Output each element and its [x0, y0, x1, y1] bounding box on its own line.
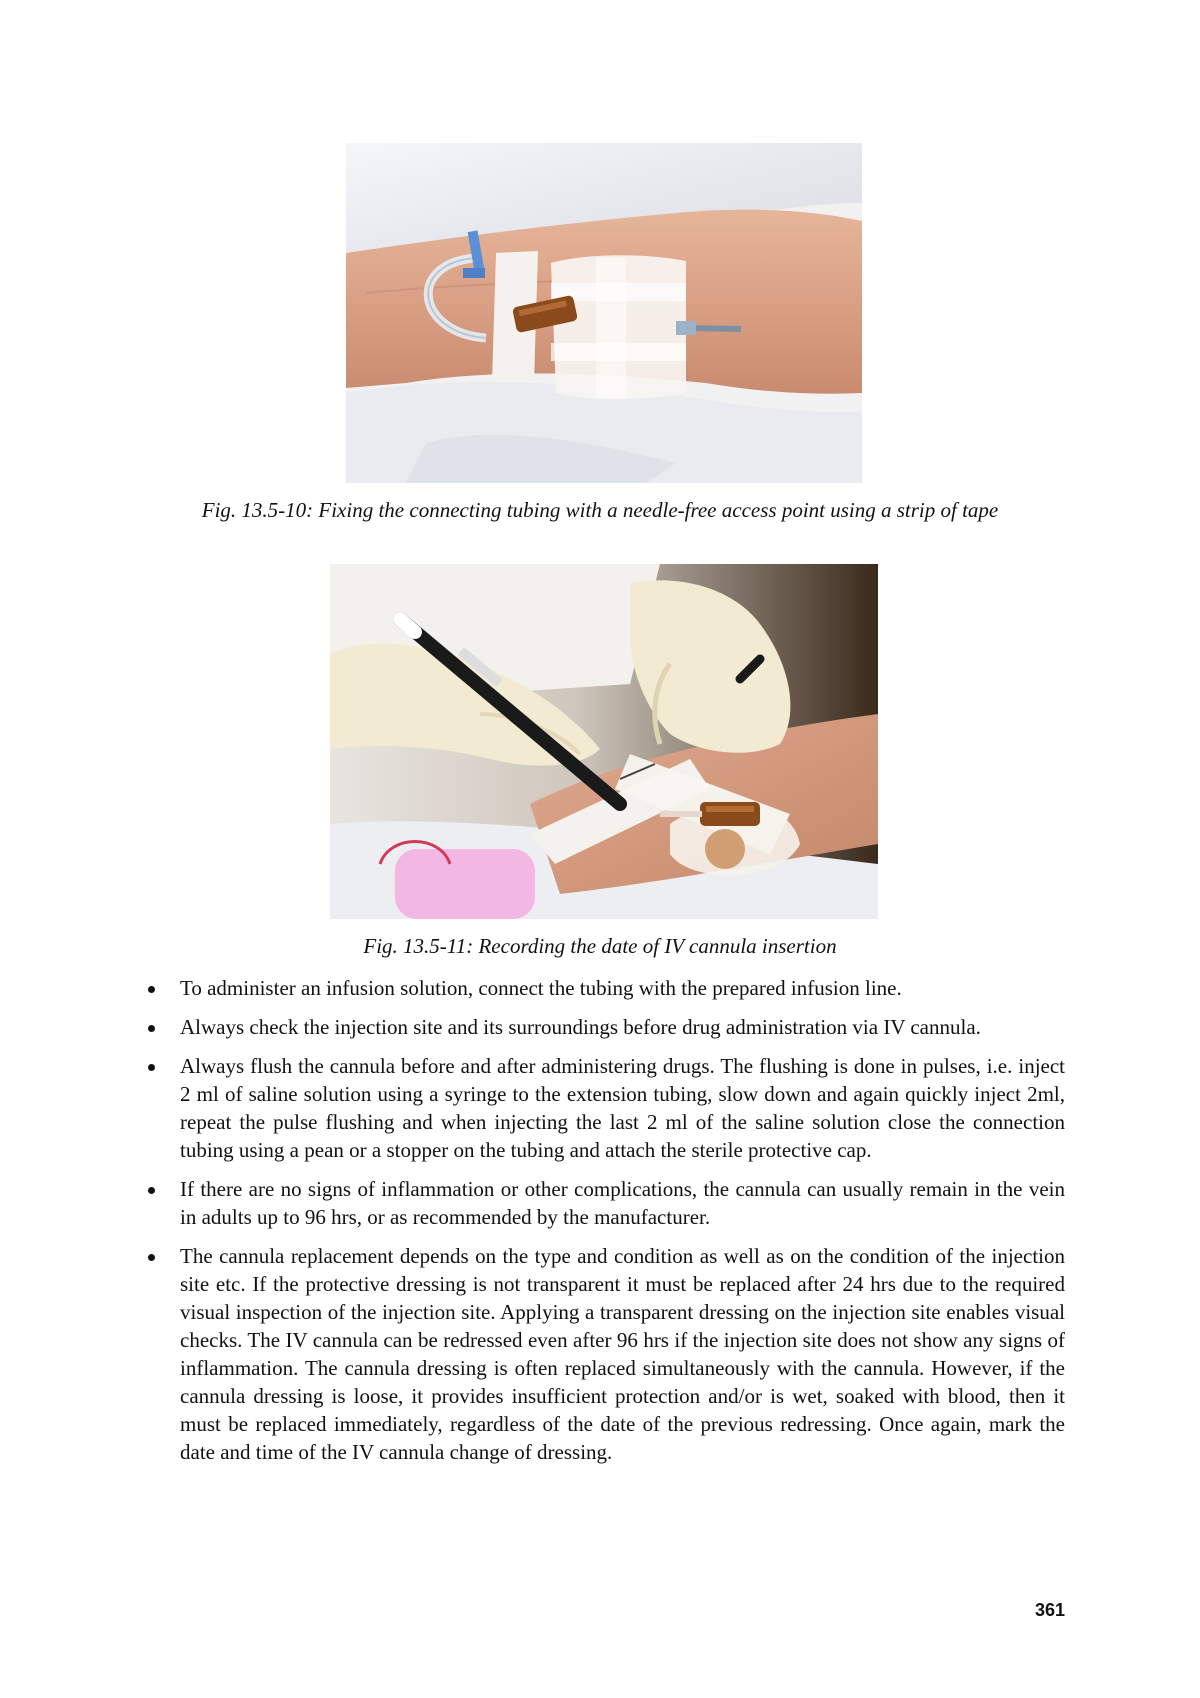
- bullet-icon: [148, 1254, 155, 1261]
- gloved-hands-writing-date-on-dressing-photo-icon: [330, 564, 878, 919]
- figure-photo-recording-date: [330, 564, 878, 919]
- bullet-icon: [148, 1187, 155, 1194]
- instruction-bullet-list: [140, 974, 1065, 1477]
- figure-caption: Fig. 13.5-11: Recording the date of IV cannula insertion: [363, 934, 837, 958]
- iv-cannula-taped-forearm-photo-icon: [346, 143, 862, 483]
- page-number: 361: [1034, 1600, 1065, 1620]
- list-item: Always check the injection site and its surroundings before drug administration via IV cannula.: [140, 1013, 1065, 1041]
- list-item: Always flush the cannula before and after administering drugs. The flushing is done in pulses, i.e. inject 2 ml of saline solution using a syringe to the extension tubing, slow down and again quickly inject 2ml, repeat the pulse flushing and when injecting the last 2 ml of the saline solution close the connection tubing using a pean or a stopper on the tubing and attach the sterile protective cap.: [140, 1052, 1065, 1164]
- bullet-icon: [148, 1064, 155, 1071]
- list-item: To administer an infusion solution, connect the tubing with the prepared infusion line.: [140, 974, 1065, 1002]
- bullet-icon: [148, 1025, 155, 1032]
- bullet-icon: [148, 986, 155, 993]
- list-item: The cannula replacement depends on the type and condition as well as on the condition of the injection site etc. If the protective dressing is not transparent it must be replaced after 24 hrs due to the required visual inspection of the injection site. Applying a transparent dressing on the injection site enables visual checks. The IV cannula can be redressed even after 96 hrs if the injection site does not show any signs of inflammation. The cannula dressing is often replaced simultaneously with the cannula. However, if the cannula dressing is loose, it provides insufficient protection and/or is wet, soaked with blood, then it must be replaced immediately, regardless of the date of the previous redressing. Once again, mark the date and time of the IV cannula change of dressing.: [140, 1242, 1065, 1466]
- list-item: If there are no signs of inflammation or other complications, the cannula can usually remain in the vein in adults up to 96 hrs, or as recommended by the manufacturer.: [140, 1175, 1065, 1231]
- figure-caption: Fig. 13.5-10: Fixing the connecting tubing with a needle-free access point using a strip of tape: [201, 498, 999, 522]
- figure-photo-iv-cannula-taped: [346, 143, 862, 483]
